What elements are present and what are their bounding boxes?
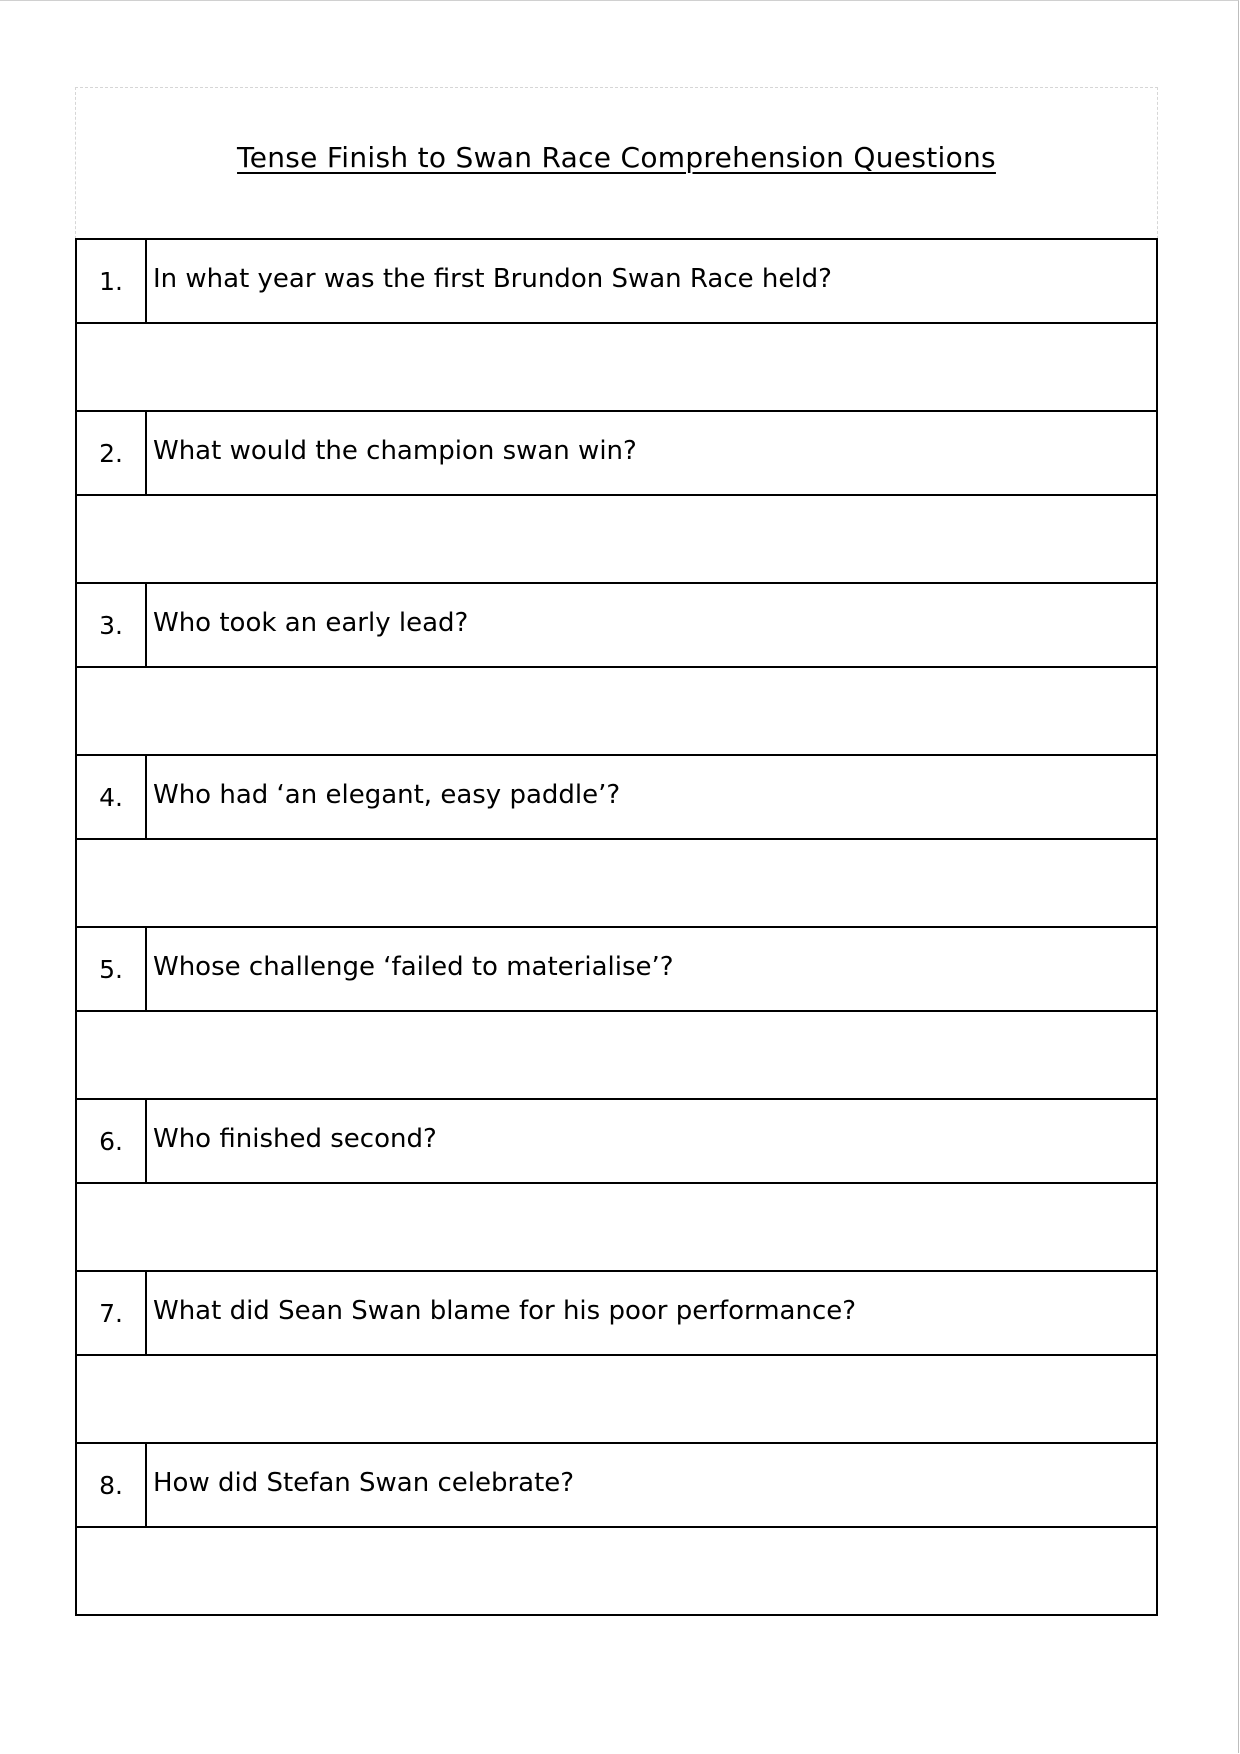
- answer-row[interactable]: [76, 1527, 1157, 1615]
- question-number: 8.: [76, 1443, 146, 1527]
- answer-row[interactable]: [76, 1011, 1157, 1099]
- question-row: [76, 1443, 1157, 1527]
- questions-table: [75, 238, 1158, 1616]
- question-row: [76, 755, 1157, 839]
- question-number: 7.: [76, 1271, 146, 1355]
- question-row: [76, 411, 1157, 495]
- question-row: [76, 583, 1157, 667]
- answer-row[interactable]: [76, 323, 1157, 411]
- answer-space[interactable]: [76, 1011, 1157, 1099]
- question-number: 3.: [76, 583, 146, 667]
- question-row: [76, 927, 1157, 1011]
- question-row: [76, 239, 1157, 323]
- answer-row[interactable]: [76, 1355, 1157, 1443]
- question-number: 2.: [76, 411, 146, 495]
- page-title: Tense Finish to Swan Race Comprehension Questions: [237, 141, 996, 174]
- answer-space[interactable]: [76, 323, 1157, 411]
- question-text: Who took an early lead?: [146, 583, 1157, 667]
- answer-space[interactable]: [76, 495, 1157, 583]
- question-text: How did Stefan Swan celebrate?: [146, 1443, 1157, 1527]
- question-row: [76, 1271, 1157, 1355]
- question-number: 6.: [76, 1099, 146, 1183]
- answer-space[interactable]: [76, 1355, 1157, 1443]
- question-text: What would the champion swan win?: [146, 411, 1157, 495]
- answer-row[interactable]: [76, 667, 1157, 755]
- question-number: 4.: [76, 755, 146, 839]
- title-box: [75, 87, 1158, 239]
- question-text: What did Sean Swan blame for his poor performance?: [146, 1271, 1157, 1355]
- question-number: 1.: [76, 239, 146, 323]
- answer-row[interactable]: [76, 839, 1157, 927]
- answer-space[interactable]: [76, 667, 1157, 755]
- question-text: Who had ‘an elegant, easy paddle’?: [146, 755, 1157, 839]
- question-text: Who finished second?: [146, 1099, 1157, 1183]
- question-text: Whose challenge ‘failed to materialise’?: [146, 927, 1157, 1011]
- question-text: In what year was the first Brundon Swan Race held?: [146, 239, 1157, 323]
- question-number: 5.: [76, 927, 146, 1011]
- question-row: [76, 1099, 1157, 1183]
- answer-space[interactable]: [76, 1527, 1157, 1615]
- answer-space[interactable]: [76, 1183, 1157, 1271]
- answer-row[interactable]: [76, 495, 1157, 583]
- answer-space[interactable]: [76, 839, 1157, 927]
- answer-row[interactable]: [76, 1183, 1157, 1271]
